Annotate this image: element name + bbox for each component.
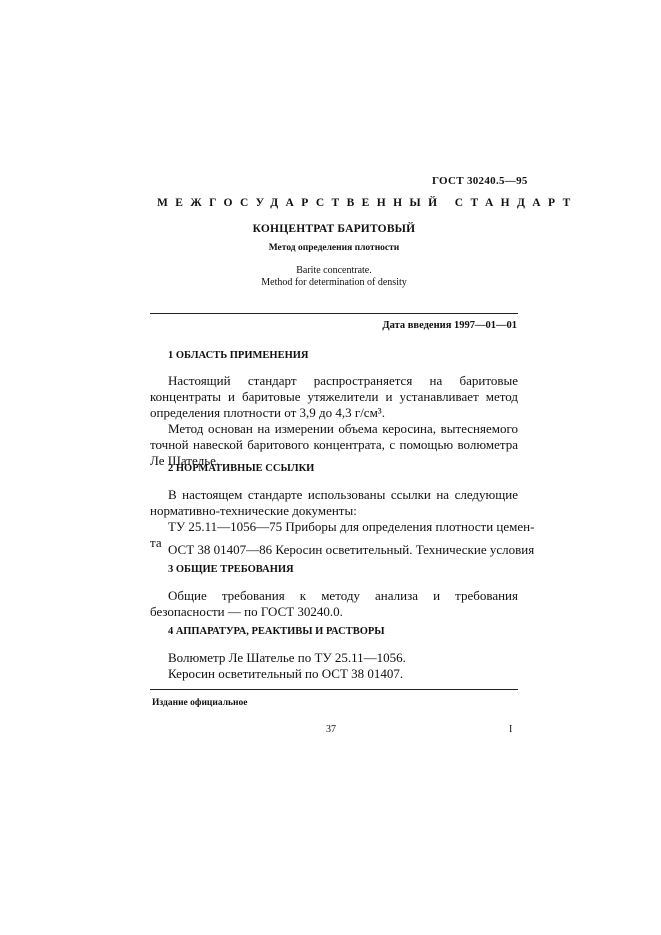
footer-rule: [150, 689, 518, 690]
english-title-line-2: Method for determination of density: [261, 277, 407, 288]
reference-1-line-2: та: [150, 535, 162, 550]
interstate-standard-heading: МЕЖГОСУДАРСТВЕННЫЙ СТАНДАРТ: [157, 197, 578, 209]
introduction-date: Дата введения 1997—01—01: [382, 320, 517, 331]
publication-note: Издание официальное: [152, 698, 248, 708]
section-2-heading: 2 НОРМАТИВНЫЕ ССЫЛКИ: [168, 463, 315, 474]
section-1-paragraph-2: Метод основан на измерении объема керосина, вытесняемого точной навеской баритового концентрата, с помощью волюметра Ле Шателье.: [150, 421, 518, 468]
document-number: ГОСТ 30240.5—95: [432, 175, 528, 187]
reference-1-line-1: ТУ 25.11—1056—75 Приборы для определения плотности цемен-: [168, 519, 535, 534]
section-1-heading: 1 ОБЛАСТЬ ПРИМЕНЕНИЯ: [168, 350, 309, 361]
english-title-line-1: Barite concentrate.: [296, 265, 372, 276]
section-3-heading: 3 ОБЩИЕ ТРЕБОВАНИЯ: [168, 564, 294, 575]
section-4-heading: 4 АППАРАТУРА, РЕАКТИВЫ И РАСТВОРЫ: [168, 626, 385, 637]
reference-2: ОСТ 38 01407—86 Керосин осветительный. Технические условия: [168, 542, 535, 557]
header-rule: [150, 313, 518, 314]
section-1-paragraph-1: Настоящий стандарт распространяется на баритовые концентраты и баритовые утяжелители и устанавливает метод определения плотности от 3,9 до 4,3 г/см³.: [150, 373, 518, 420]
english-title: [150, 265, 518, 289]
document-subtitle: Метод определения плотности: [268, 243, 400, 253]
page-number: 37: [326, 724, 336, 735]
section-4-line-1: Волюметр Ле Шателье по ТУ 25.11—1056.: [168, 650, 406, 665]
corner-mark: I: [509, 724, 513, 735]
document-title: КОНЦЕНТРАТ БАРИТОВЫЙ: [252, 223, 416, 235]
section-2-paragraph-1: В настоящем стандарте использованы ссылки на следующие нормативно-технические документы:: [150, 487, 518, 518]
section-3-paragraph-1: Общие требования к методу анализа и требования безопасности — по ГОСТ 30240.0.: [150, 588, 518, 619]
section-4-line-2: Керосин осветительный по ОСТ 38 01407.: [168, 666, 404, 681]
